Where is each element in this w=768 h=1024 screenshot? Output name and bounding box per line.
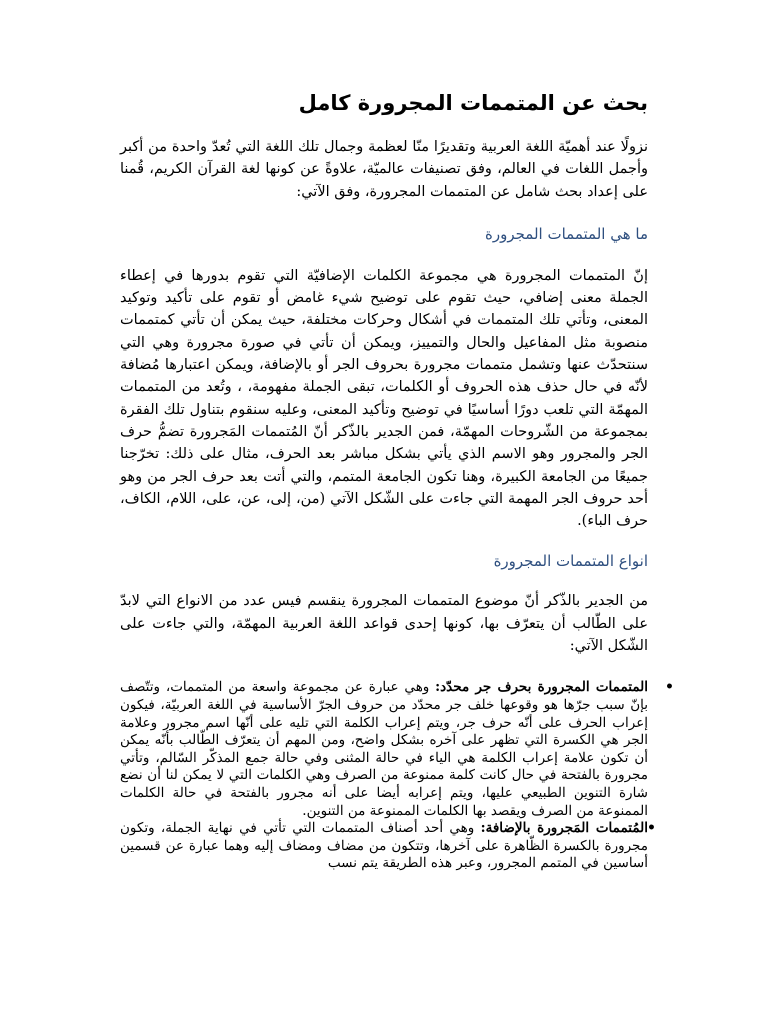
list-item bbox=[120, 820, 656, 873]
bullet-text: وهي عبارة عن مجموعة واسعة من المتممات، وتتّصف بإنّ سبب جرّها هو وقوعها خلف جر محدّد من حروف الجرّ الأساسية في اللغة العربيّة، فيكون إعراب الحرف على أنّه حرف جر، ويتم إعراب الكلمة التي تليه على أنّها اسم مجرور وعلامة الجر هي الكسرة التي تظهر على آخره بشكل واضح، ومن المهم أن يتعرّف الطّالب بأنّه يمكن أن تكون علامة إعراب الكلمة هي الياء في حالة المثنى وفي حالة جمع المذكّر السّالم، وتأتي مجرورة بالفتحة في حال كانت كلمة ممنوعة من الصرف وهي الكلمات التي لا يمكن لنا أن نضع شارة التنوين الطبيعي عليها، ويتم إعرابه أيضا على أنه مجرور بالفتحة في حالة الكلمات الممنوعة من الصرف ويقصد بها الكلمات الممنوعة من التنوين. bbox=[120, 679, 648, 819]
list-item bbox=[120, 679, 674, 820]
bullet-term: المتممات المجرورة بحرف جر محدّد: bbox=[435, 679, 649, 696]
bullet-text: وهي أحد أصناف المتممات التي تأتي في نهاية الجملة، وتكون مجرورة بالكسرة الظّاهرة على آخرها، وتتكون من مضاف ومضاف إليه وهما عبارة عن قسمين أساسين في المتمم المجرور، وعبر هذه الطريقة يتم نسب bbox=[120, 820, 648, 872]
types-bullet-list bbox=[120, 679, 674, 873]
intro-paragraph: نزولًا عند أهميّة اللغة العربية وتقديرًا منّا لعظمة وجمال تلك اللغة التي تُعدّ واحدة من أكبر وأجمل اللغات في العالم، وفق تصنيفات عالميّة، علاوةً عن كونها لغة القرآن الكريم، قُمنا على إعداد بحث شامل عن المتممات المجرورة، وفق الآتي: bbox=[120, 139, 648, 200]
bullet-term: المُتممات المَجرورة بالإضافة: bbox=[480, 820, 648, 837]
bullet-icon: • bbox=[647, 820, 656, 837]
section-body-types: من الجدير بالذّكر أنّ موضوع المتممات المجرورة ينقسم فيس عدد من الانواع التي لابدّ على الطّالب أن يتعرّف بها، كونها إحدى قواعد اللغة العربية المهمّة، والتي جاءت على الشّكل الآتي: bbox=[120, 593, 648, 655]
section-heading-what-are: ما هي المتممات المجرورة bbox=[484, 224, 648, 243]
section-body-what-are: إنّ المتممات المجرورة هي مجموعة الكلمات الإضافيّة التي تقوم بدورها في إعطاء الجملة معنى إضافي، حيث تقوم على توضيح شيء غامض أو تقوم على تأكيد وتوكيد المعنى، وتأتي تلك المتممات في أشكال وحركات مختلفة، حيث يمكن أن تأتي كمتممات منصوبة مثل المفاعيل والحال والتمييز، ويمكن أن تأتي في صورة مجرورة وهي التي سنتحدّث عنها وتشمل متممات مجرورة بحروف الجر أو بالإضافة، ويمكن اعتبارها مُضافة لأنّه في حال حذف هذه الحروف أو الكلمات، تبقى الجملة مفهومة، ، وتُعد من المتممات المهمّة التي تلعب دورًا أساسيًا في توضيح وتأكيد المعنى، وعليه سنقوم بتناول تلك الفقرة بمجموعة من الشّروحات المهمّة، فمن الجدير بالذّكر أنّ المُتممات المَجرورة تضمُّ حرف الجر والمجرور وهو الاسم الذي يأتي بشكل مباشر بعد الحرف، مثال على ذلك: تخرّجنا جميعًا من الجامعة الكبيرة، وهنا تكون الجامعة المتمم، والتي أتت بعد حرف الجر من وهو أحد حروف الجر المهمة التي جاءت على الشّكل الآتي (من، إلى، عن، على، اللام، الكاف، حرف الباء). bbox=[120, 267, 648, 530]
document-title: بحث عن المتممات المجرورة كامل bbox=[298, 91, 648, 115]
section-heading-types: انواع المتممات المجرورة bbox=[493, 552, 648, 571]
bullet-icon: • bbox=[665, 679, 674, 696]
